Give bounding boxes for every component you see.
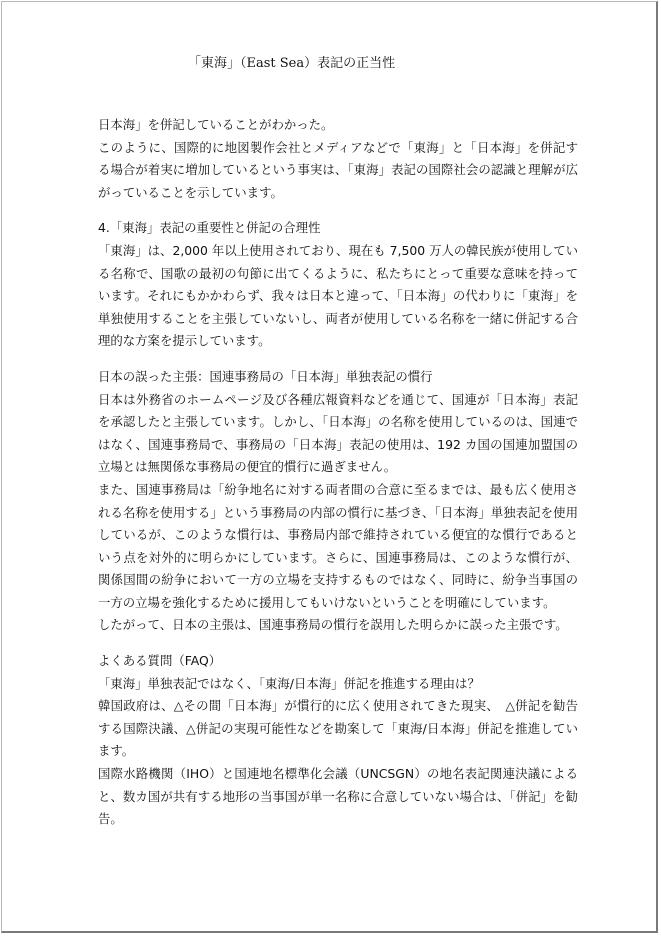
section-un-paragraph-3: したがって、日本の主張は、国連事務局の慣行を誤用した明らかに誤った主張です。 <box>98 617 568 633</box>
document-title: 「東海」（East Sea）表記の正当性 <box>188 56 396 71</box>
section-un-heading: 日本の誤った主張：国連事務局の「日本海」単独表記の慣行 <box>98 368 433 384</box>
document-body <box>98 114 578 831</box>
section-4-body: 「東海」は、2,000 年以上使用されており、現在も 7,500 万人の韓民族が使用している名称で、国歌の最初の句節に出てくるように、私たちにとって重要な意味を持っています。それにもかかわらず、我々は日本と違って、「日本海」の代わりに「東海」を単独使用することを主張していないし、両者が使用している名称を一緒に併記する合理的な方案を提示しています。 <box>98 242 578 349</box>
section-un-paragraph-2: また、国連事務局は「紛争地名に対する両者間の合意に至るまでは、最も広く使用される名称を使用する」という事務局の内部の慣行に基づき、「日本海」単独表記を使用しているが、このような慣行は、事務局内部で維持されている便宜的な慣行であるという点を対外的に明らかにしています。さらに、国連事務局は、このような慣行が、関係国間の紛争において一方の立場を支持するものではなく、同時に、紛争当事国の一方の立場を強化するために援用してもいけないということを明確にしています。 <box>98 481 578 610</box>
document-page <box>1 1 658 933</box>
faq-answer-2: 国際水路機関（IHO）と国連地名標準化会議（UNCSGN）の地名表記関連決議によると、数カ国が共有する地形の当事国が単一名称に合意していない場合は、「併記」を勧告。 <box>98 766 578 827</box>
section-4-heading: 4.「東海」表記の重要性と併記の合理性 <box>98 220 321 236</box>
spacer <box>98 353 578 366</box>
paragraph-intro: このように、国際的に地図製作会社とメディアなどで「東海」と「日本海」を併記する場合が着実に増加しているという事実は、「東海」表記の国際社会の認識と理解が広がっていることを示しています。 <box>98 139 578 200</box>
faq-answer-1: 韓国政府は、△その間「日本海」が慣行的に広く使用されてきた現実、 △併記を勧告する国際決議、△併記の実現可能性などを勘案して「東海/日本海」併記を推進しています。 <box>98 698 578 759</box>
spacer <box>98 204 578 217</box>
section-un-paragraph-1: 日本は外務省のホームページ及び各種広報資料などを通じて、国連が「日本海」表記を承認したと主張しています。しかし、「日本海」の名称を使用しているのは、国連ではなく、国連事務局で、事務局の「日本海」表記の使用は、192 カ国の国連加盟国の立場とは無関係な事務局の便宜的慣行に過ぎません。 <box>98 391 578 475</box>
paragraph-continuation: 日本海」を併記していることがわかった。 <box>98 117 334 132</box>
faq-question: 「東海」単独表記ではなく、「東海/日本海」併記を推進する理由は？ <box>98 675 480 691</box>
spacer <box>98 637 578 650</box>
faq-heading: よくある質問（FAQ） <box>98 653 222 669</box>
